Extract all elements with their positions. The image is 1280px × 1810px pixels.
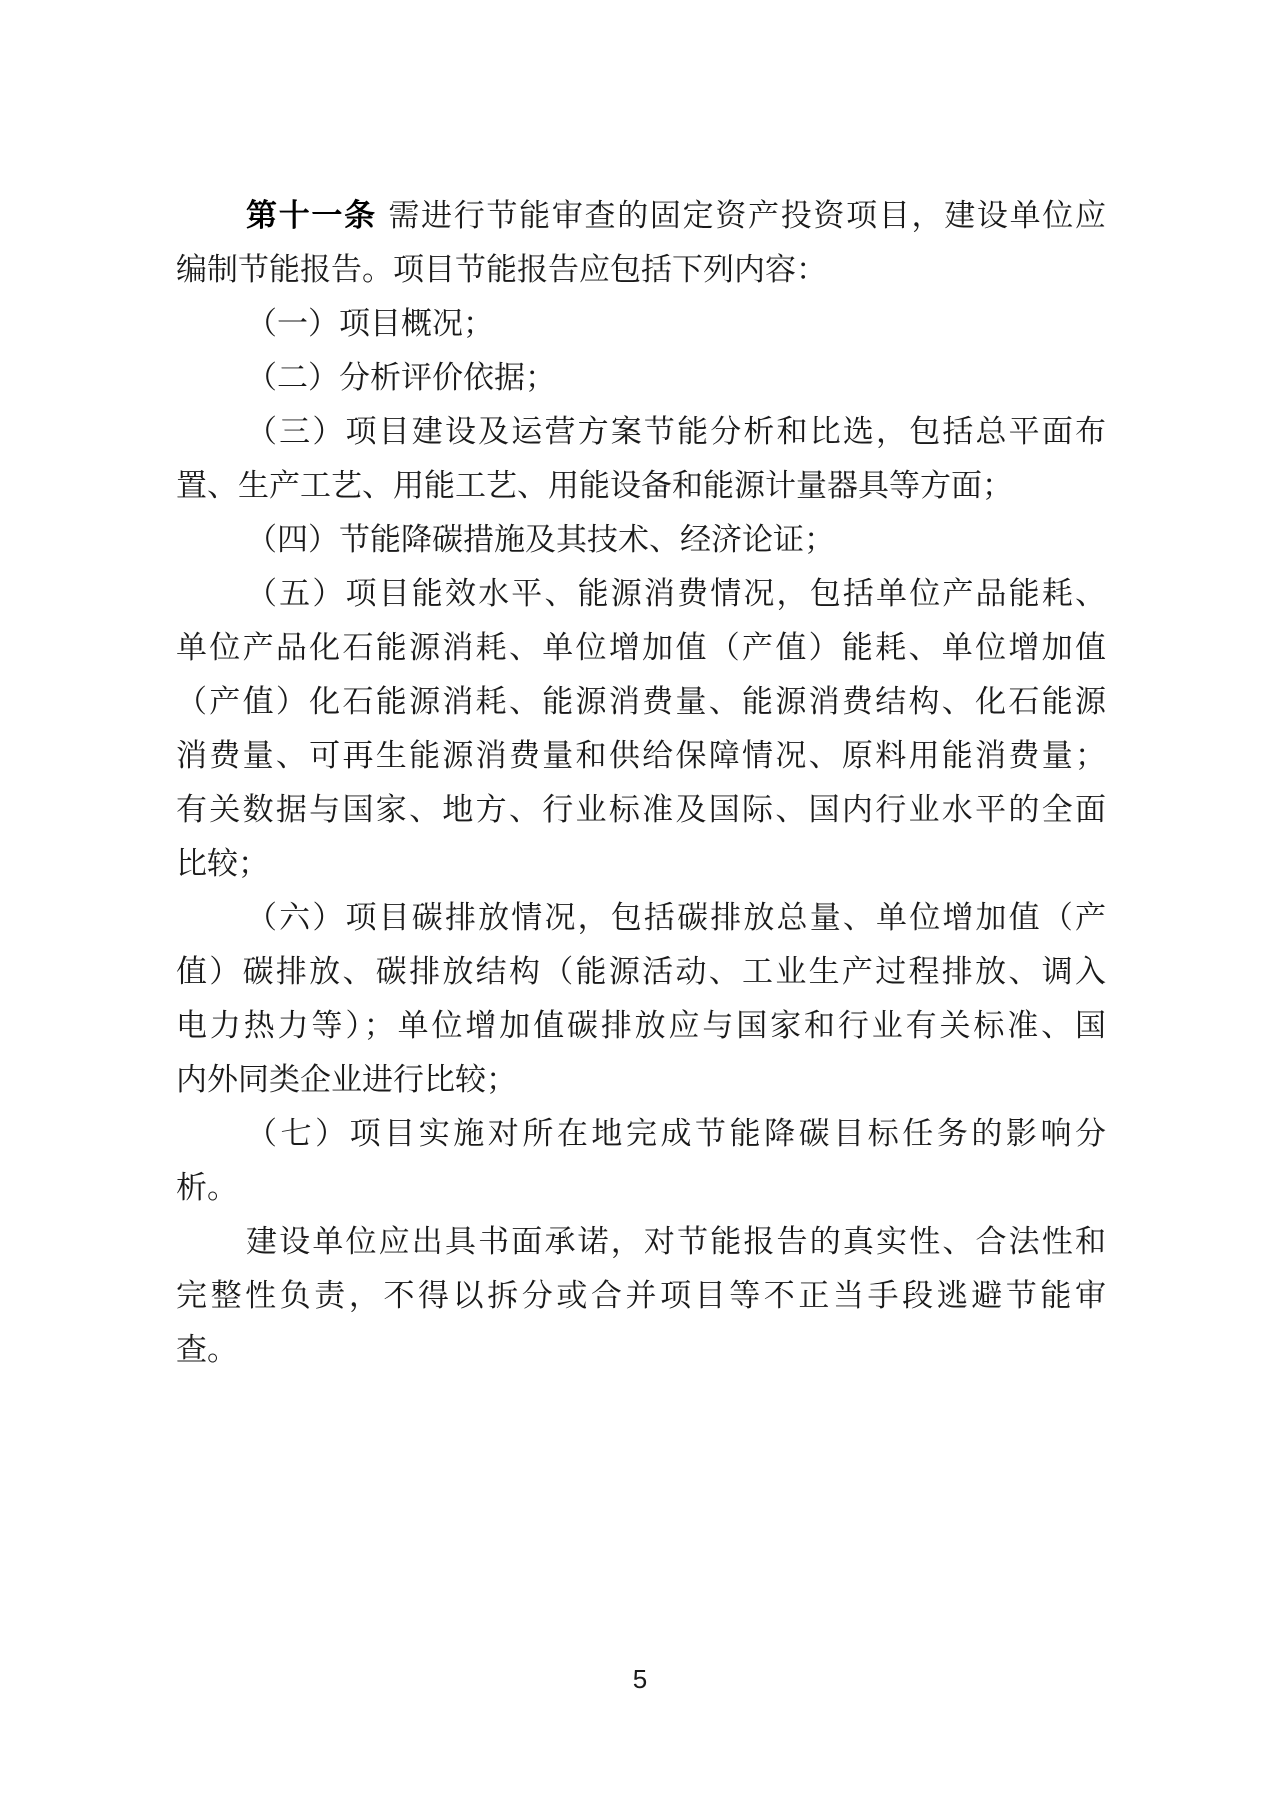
closing-line-1: 建设单位应出具书面承诺，对节能报告的真实性、合法性和 xyxy=(246,1224,1106,1260)
article-line-1 xyxy=(246,196,1106,236)
item-6-line-2: 值）碳排放、碳排放结构（能源活动、工业生产过程排放、调入 xyxy=(176,954,1106,990)
item-5-line-6: 比较； xyxy=(176,846,269,882)
item-3-line-2: 置、生产工艺、用能工艺、用能设备和能源计量器具等方面； xyxy=(176,468,1013,504)
item-5-line-2: 单位产品化石能源消耗、单位增加值（产值）能耗、单位增加值 xyxy=(176,630,1106,666)
article-label: 第十一条 xyxy=(246,198,377,234)
closing-line-3: 查。 xyxy=(176,1332,238,1368)
item-7-line-1: （七）项目实施对所在地完成节能降碳目标任务的影响分 xyxy=(246,1116,1106,1152)
page-number: 5 xyxy=(632,1664,648,1694)
item-6-line-1: （六）项目碳排放情况，包括碳排放总量、单位增加值（产 xyxy=(246,900,1106,936)
article-text: 需进行节能审查的固定资产投资项目，建设单位应 xyxy=(376,198,1106,234)
item-2-line-1: （二）分析评价依据； xyxy=(246,360,556,396)
item-5-line-5: 有关数据与国家、地方、行业标准及国际、国内行业水平的全面 xyxy=(176,792,1106,828)
item-5-line-4: 消费量、可再生能源消费量和供给保障情况、原料用能消费量； xyxy=(176,738,1106,774)
article-line-2: 编制节能报告。项目节能报告应包括下列内容： xyxy=(176,252,827,288)
item-3-line-1: （三）项目建设及运营方案节能分析和比选，包括总平面布 xyxy=(246,414,1106,450)
closing-line-2: 完整性负责，不得以拆分或合并项目等不正当手段逃避节能审 xyxy=(176,1278,1106,1314)
item-5-line-3: （产值）化石能源消耗、能源消费量、能源消费结构、化石能源 xyxy=(176,684,1106,720)
item-6-line-3: 电力热力等）；单位增加值碳排放应与国家和行业有关标准、国 xyxy=(176,1008,1106,1044)
item-6-line-4: 内外同类企业进行比较； xyxy=(176,1062,517,1098)
item-1-line-1: （一）项目概况； xyxy=(246,306,494,342)
item-7-line-2: 析。 xyxy=(176,1170,238,1206)
item-5-line-1: （五）项目能效水平、能源消费情况，包括单位产品能耗、 xyxy=(246,576,1106,612)
item-4-line-1: （四）节能降碳措施及其技术、经济论证； xyxy=(246,522,835,558)
